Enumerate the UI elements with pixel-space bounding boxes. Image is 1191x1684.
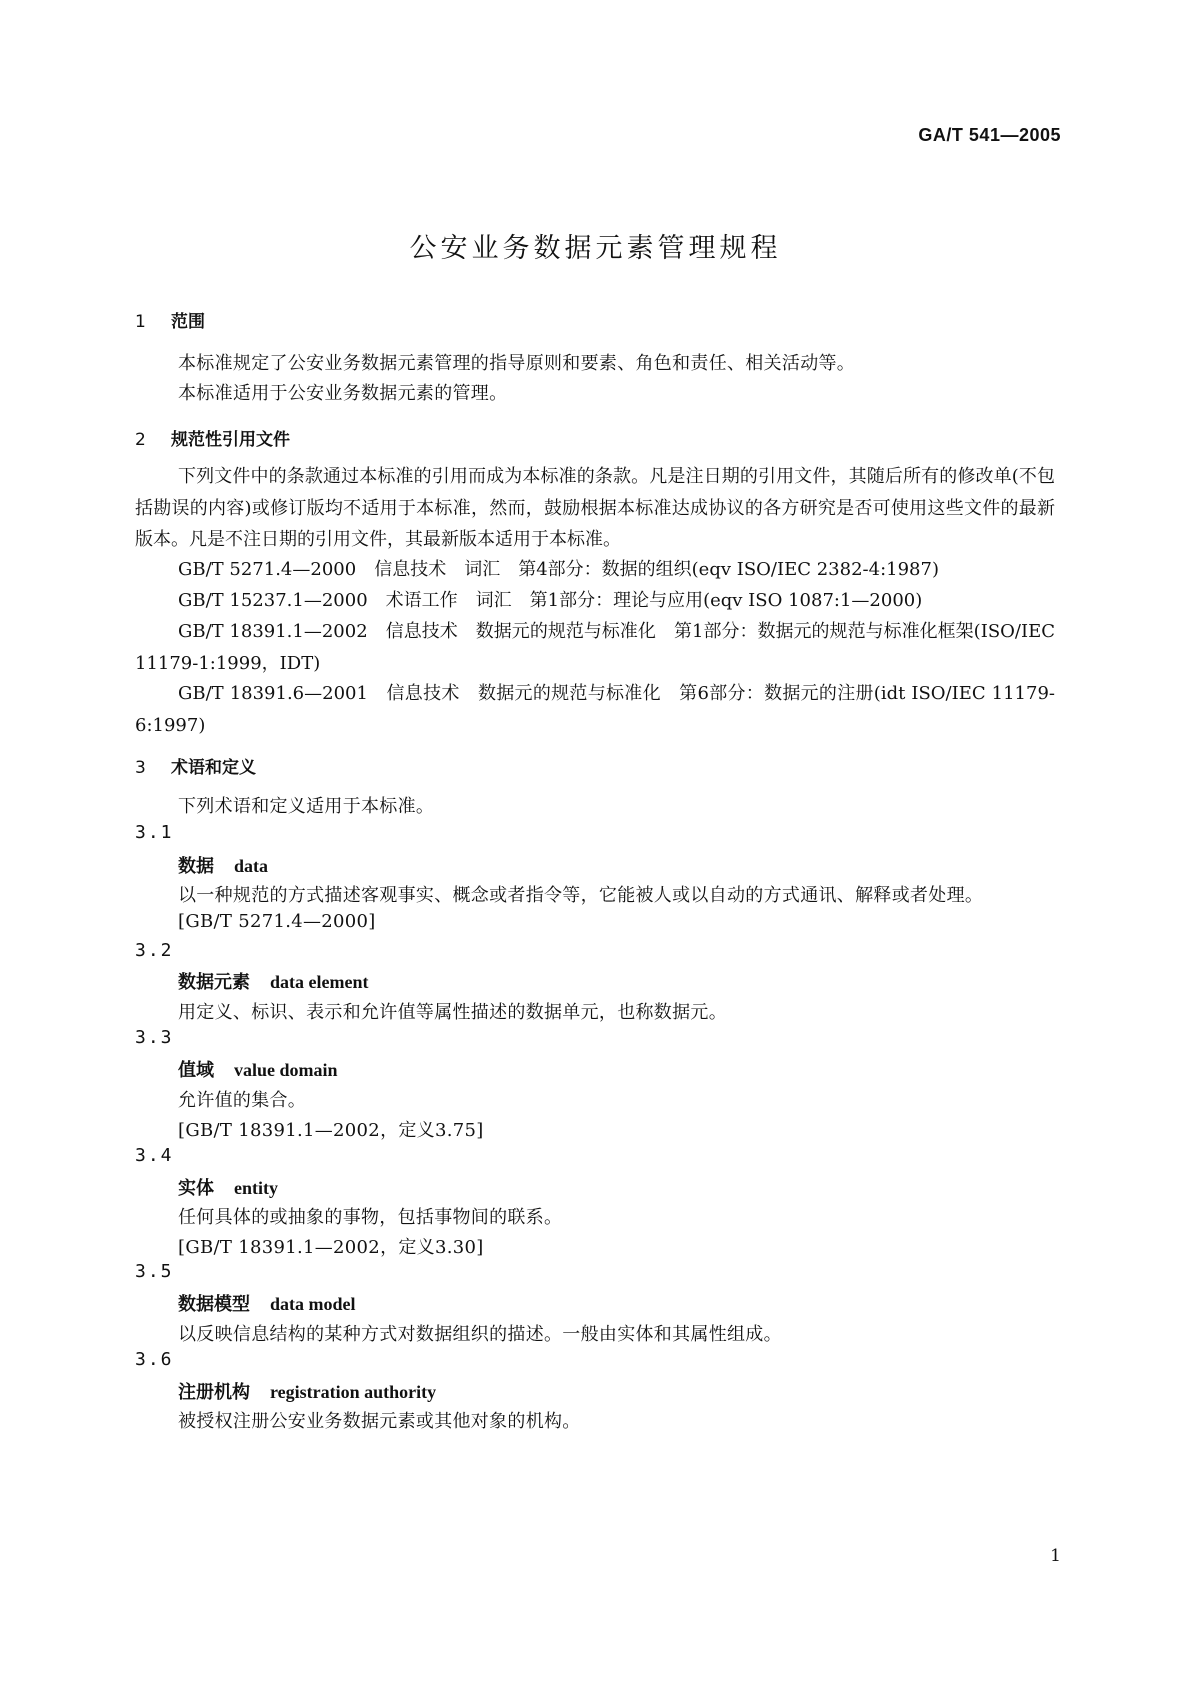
term-source: [GB/T 18391.1—2002，定义3.75] xyxy=(178,1120,484,1141)
section-title: 规范性引用文件 xyxy=(171,430,290,450)
term-zh: 数据元素 xyxy=(178,972,250,993)
reference-item: GB/T 15237.1—2000 术语工作 词汇 第1部分：理论与应用(eqv ISO 1087:1—2000) xyxy=(178,590,923,611)
term-number: 3.2 xyxy=(135,940,174,961)
term-definition: 允许值的集合。 xyxy=(178,1090,307,1111)
term-en: registration authority xyxy=(270,1382,437,1402)
term-definition: 被授权注册公安业务数据元素或其他对象的机构。 xyxy=(178,1411,581,1432)
term-name xyxy=(178,1290,356,1316)
term-en: entity xyxy=(234,1178,278,1198)
term-zh: 数据模型 xyxy=(178,1294,250,1315)
reference-item: GB/T 18391.1—2002 信息技术 数据元的规范与标准化 第1部分：数据元的规范与标准化框架(ISO/IEC 11179-1:1999，IDT) xyxy=(135,621,1055,674)
term-number: 3.1 xyxy=(135,822,174,843)
term-zh: 值域 xyxy=(178,1060,214,1081)
term-name xyxy=(178,1378,436,1404)
section-number: 1 xyxy=(135,312,146,332)
term-definition: 任何具体的或抽象的事物，包括事物间的联系。 xyxy=(178,1207,563,1228)
term-definition: 以反映信息结构的某种方式对数据组织的描述。一般由实体和其属性组成。 xyxy=(178,1324,782,1345)
reference-item: GB/T 5271.4—2000 信息技术 词汇 第4部分：数据的组织(eqv ISO/IEC 2382-4:1987) xyxy=(178,559,939,580)
term-number: 3.5 xyxy=(135,1261,174,1282)
references-intro: 下列文件中的条款通过本标准的引用而成为本标准的条款。凡是注日期的引用文件，其随后所有的修改单(不包括勘误的内容)或修订版均不适用于本标准，然而，鼓励根据本标准达成协议的各方研究是否可使用这些文件的最新版本。凡是不注日期的引用文件，其最新版本适用于本标准。 xyxy=(135,466,1055,550)
section-number: 3 xyxy=(135,758,146,778)
term-name xyxy=(178,852,268,878)
term-name xyxy=(178,1056,338,1082)
term-number: 3.6 xyxy=(135,1349,174,1370)
term-name xyxy=(178,968,368,994)
section-3-heading xyxy=(135,753,256,778)
scope-paragraph: 本标准适用于公安业务数据元素的管理。 xyxy=(178,383,508,404)
section-title: 术语和定义 xyxy=(171,758,256,778)
term-en: value domain xyxy=(234,1060,338,1080)
term-en: data xyxy=(234,856,269,876)
term-source: [GB/T 18391.1—2002，定义3.30] xyxy=(178,1237,484,1258)
page-number: 1 xyxy=(1050,1546,1061,1566)
section-2-heading xyxy=(135,425,290,450)
scope-paragraph: 本标准规定了公安业务数据元素管理的指导原则和要素、角色和责任、相关活动等。 xyxy=(178,353,856,374)
section-number: 2 xyxy=(135,430,146,450)
term-definition: 以一种规范的方式描述客观事实、概念或者指令等，它能被人或以自动的方式通讯、解释或者处理。 xyxy=(178,885,984,906)
term-zh: 实体 xyxy=(178,1178,214,1199)
terms-intro: 下列术语和定义适用于本标准。 xyxy=(178,796,435,817)
term-zh: 数据 xyxy=(178,856,214,877)
section-title: 范围 xyxy=(171,312,205,332)
term-number: 3.4 xyxy=(135,1145,174,1166)
term-definition: 用定义、标识、表示和允许值等属性描述的数据单元，也称数据元。 xyxy=(178,1002,727,1023)
term-number: 3.3 xyxy=(135,1027,174,1048)
term-source: [GB/T 5271.4—2000] xyxy=(178,911,376,932)
term-name xyxy=(178,1174,278,1200)
document-title: 公安业务数据元素管理规程 xyxy=(409,233,782,264)
standard-code: GA/T 541—2005 xyxy=(918,125,1061,145)
reference-item: GB/T 18391.6—2001 信息技术 数据元的规范与标准化 第6部分：数据元的注册(idt ISO/IEC 11179-6:1997) xyxy=(135,683,1055,736)
section-1-heading xyxy=(135,307,205,332)
term-zh: 注册机构 xyxy=(178,1382,250,1403)
term-en: data element xyxy=(270,972,369,992)
term-en: data model xyxy=(270,1294,356,1314)
